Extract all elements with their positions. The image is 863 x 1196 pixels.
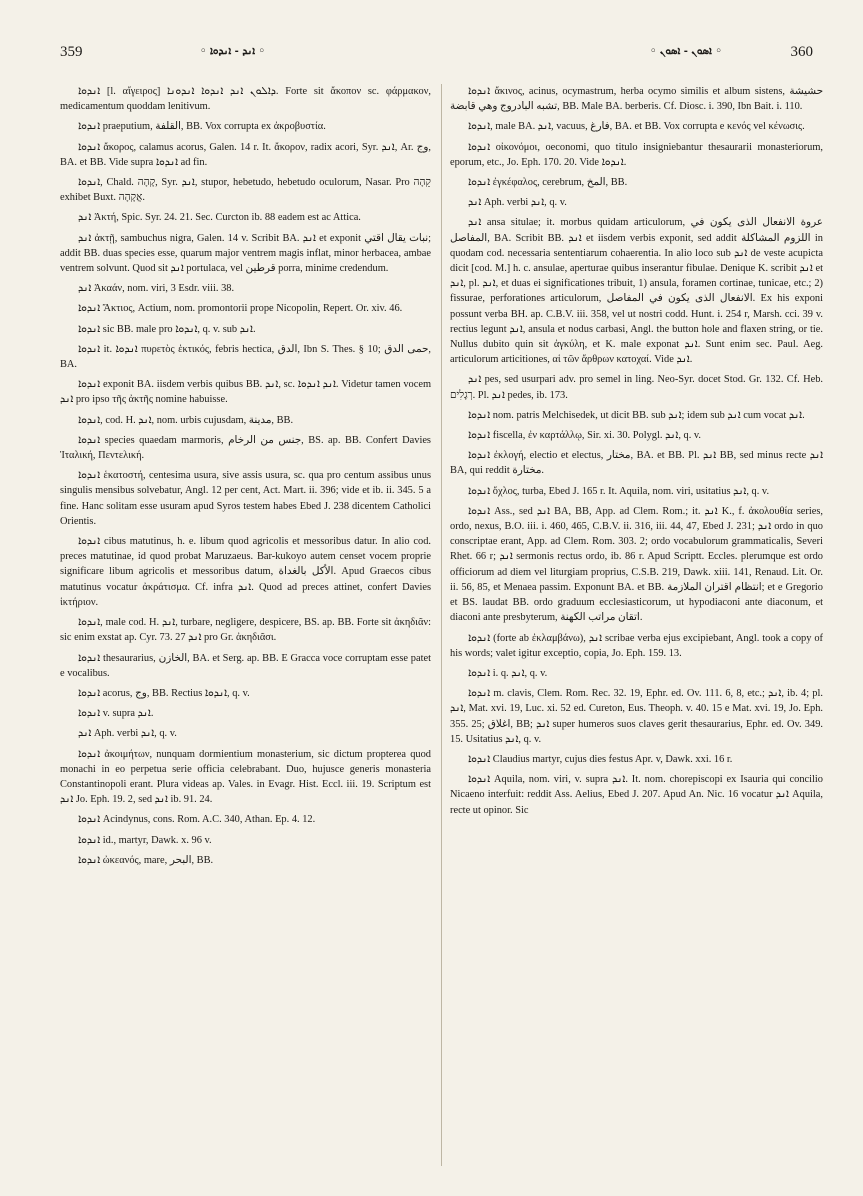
dictionary-entry [450, 752, 823, 767]
entry-text: ܐܢܕܘܐ ἐκλογή, electio et electus, مختار, BA. et BB. Pl. ܐܢܕ BB, sed minus recte ܐܢܕ BA, qui reddit مختارة. [450, 450, 823, 477]
entry-text: ܐܢܕܘܐ praeputium, القلفة, BB. Vox corrupta ex ἀκροβυστία. [78, 121, 326, 133]
dictionary-entry [60, 281, 431, 296]
dictionary-entry [450, 84, 823, 114]
dictionary-entry [450, 772, 823, 818]
entry-text: ܐܢܕܘܐ thesaurarius, الخازن, BA. et Serg. ap. BB. E Gracca voce corruptam esse patet e vocalibus. [60, 652, 431, 679]
entry-text: ܐܢܕ Aph. verbi ܐܢܕ, q. v. [468, 197, 567, 209]
dictionary-entry [60, 377, 431, 407]
dictionary-entry [450, 686, 823, 747]
dictionary-entry [60, 833, 431, 848]
entry-text: ܐܢܕܘܐ ἑκατοστή, centesima usura, sive assis usura, sc. qua pro centum assibus unus singulis mensibus solvebatur, Angl. 12 per cent, Act. Mart. ii. 396; vide et ib. ii. 345. 5 a fine. Hanc solitam esse usuram apud Syros testem habes Ebed J. 238 dicentem Catholici Orientis. [60, 470, 431, 527]
left-page-number: 359 [60, 44, 83, 60]
dictionary-entry [60, 433, 431, 463]
entry-text: ܐܢܕܘܐ, male cod. H. ܐܢܕ, turbare, negligere, despicere, BS. ap. BB. Forte sit ἀκηδιᾶν: sic enim exstat ap. Cyr. 73. 27 ܐܢܕ pro Gr. ἀκηδιᾶσι. [60, 617, 431, 644]
dictionary-entry [60, 231, 431, 277]
entry-text: ܐܢܕܘܐ m. clavis, Clem. Rom. Rec. 32. 19, Ephr. ed. Ov. 111. 6, 8, etc.; ܐܢܕ, ib. 4; pl. ܐܢܕ, Mat. xvi. 19, Luc. xi. 52 ed. Cureton, Eus. Theoph. v. 40. 15 e Mat. xvi. 19, Jo. Eph. 355. 25; اغلاق, BB; ܐܢܕ super humeros suos claves gerit thesaurarius, Ephr. ed. Ov. 349. 15. Usitatius ܐܢܕ, q. v. [450, 688, 823, 745]
dictionary-entry [60, 119, 431, 134]
dictionary-entry [450, 140, 823, 170]
entry-text: ܐܢܕܘܐ ὠκεανός, mare, البحر, BB. [78, 854, 214, 866]
entry-text: ܐܢܕܘܐ οἰκονόμοι, oeconomi, quo titulo insigniebantur thesaurarii monasteriorum, eporum, etc., Jo. Eph. 170. 20. Vide ܐܢܕܘܐ. [450, 141, 823, 168]
dictionary-entry [60, 853, 431, 868]
dictionary-entry [450, 175, 823, 190]
entry-text: ܐܢܕܘܐ sic BB. male pro ܐܢܕܘܐ, q. v. sub ܐܢܕ. [78, 323, 256, 335]
dictionary-entry [450, 428, 823, 443]
entry-text: ܐܢܕܘܐ id., martyr, Dawk. x. 96 v. [78, 834, 212, 846]
left-running-head: ◦ ܐܢܕ - ܐܢܕܘܐ ◦ [200, 46, 265, 57]
entry-text: ܐܢܕܘܐ ἄκορος, calamus acorus, Galen. 14 r. It. ἄκορον, radix acori, Syr. ܐܢܕ, Ar. وج, BA. et BB. Vide supra ܐܢܕܘܐ ad fin. [60, 141, 431, 168]
dictionary-entry [60, 686, 431, 701]
entry-text: ܐܢܕܘܐ Claudius martyr, cujus dies festus Apr. v, Dawk. xxi. 16 r. [468, 753, 733, 765]
entry-text: ܐܢܕ Ἀκαάν, nom. viri, 3 Esdr. viii. 38. [78, 283, 235, 295]
entry-text: ܐܢܕܘܐ nom. patris Melchisedek, ut dicit BB. sub ܐܢܕ; idem sub ܐܢܕ cum vocat ܐܢܕ. [468, 409, 805, 421]
dictionary-entry [60, 651, 431, 681]
entry-text: ܐܢܕܘܐ Acindynus, cons. Rom. A.C. 340, Athan. Ep. 4. 12. [78, 814, 316, 826]
dictionary-entry [60, 342, 431, 372]
dictionary-entry [60, 534, 431, 610]
left-column [60, 84, 431, 1176]
dictionary-entry [450, 484, 823, 499]
dictionary-entry [450, 631, 823, 661]
entry-text: ܐܢܕܘܐ [l. αἴγειρος] ܕܐܠܘܢ ܐܢܕ ܐܢܕܘܐ ܐܢܕܘܢܐ. Forte sit ἄκοπον sc. φάρμακον, medicamentum quoddam lenitivum. [60, 86, 431, 113]
column-divider [441, 84, 442, 1166]
entry-text: ܐܢܕ pes, sed usurpari adv. pro semel in ling. Neo-Syr. docet Stod. Gr. 132. Cf. Heb. רְגָלִים. Pl. ܐܢܕ pedes, ib. 173. [450, 374, 823, 401]
entry-text: ܐܢܕܘܐ ἀκοιμήτων, nunquam dormientium monasterium, sic dictum propterea quod monachi in eo perpetua serie officia celebrabant. Duo, hujusce generis monasteria Constantinopoli erant. Plura videas ap. Vales. in Evagr. Hist. Eccl. iii. 19. Scriptum est ܐܢܕ Jo. Eph. 19. 2, sed ܐܢܕ ib. 91. 24. [60, 748, 431, 806]
entry-text: ܐܢܕܘܐ ὄχλος, turba, Ebed J. 165 r. It. Aquila, nom. viri, usitatius ܐܢܕ, q. v. [468, 485, 770, 497]
entry-text: ܐܢܕܘܐ ἄκινος, acinus, ocymastrum, herba ocymo similis et album sistens, حشيشة تشبه البادروج وهي قابضة, BB. Male BA. berberis. Cf. Diosc. i. 390, Ibn Bait. i. 110. [450, 86, 823, 113]
dictionary-entry [450, 408, 823, 423]
dictionary-entry [450, 448, 823, 478]
entry-text: ܐܢܕܘܐ Aquila, nom. viri, v. supra ܐܢܕ. It. nom. chorepiscopi ex Isauria qui concilio Nicaeno interfuit: reddit Ass. Aelius, Ebed J. 207. Apud An. Nic. 16 vocatur ܐܢܕ Aquila, recte ut opinor. Sic [450, 774, 823, 816]
entry-text: ܐܢܕܘܐ v. supra ܐܢܕ. [78, 708, 154, 720]
right-running-head: ◦ ܐܣܘܢ - ܐܣܘܢ ◦ [650, 46, 722, 57]
entry-text: ܐܢܕܘܐ fiscella, ἐν καρτάλλῳ, Sir. xi. 30. Polygl. ܐܢܕ, q. v. [468, 430, 702, 442]
entry-text: ܐܢܕ Ἀκτή, Spic. Syr. 24. 21. Sec. Curcton ib. 88 eadem est ac Attica. [78, 212, 361, 224]
dictionary-entry [60, 140, 431, 170]
entry-text: ܐܢܕܘܐ it. ܐܢܕܘܐ πυρετὸς ἑκτικός, febris hectica, الدق, Ibn S. Thes. § 10; حمى الدق, BA. [60, 343, 431, 371]
entry-text: ܐܢܕܘܐ species quaedam marmoris, جنس من الرخام, BS. ap. BB. Confert Davies Ἰταλική, Πεντελική. [60, 434, 431, 462]
dictionary-entry [450, 215, 823, 367]
dictionary-entry [450, 504, 823, 626]
dictionary-entry [60, 747, 431, 808]
dictionary-entry [60, 322, 431, 337]
entry-text: ܐܢܕܘܐ ἐγκέφαλος, cerebrum, المخ, BB. [468, 177, 628, 189]
dictionary-entry [60, 812, 431, 827]
dictionary-entry [60, 84, 431, 114]
entry-text: ܐܢܕܘܐ cibus matutinus, h. e. libum quod agricolis et messoribus datur. In alio cod. preces matutinae, id quod probat Maruzaeus. Bar-kukoyo autem censet vocem proprie significare libum agricolis et messoribus datum, الأكل بالغداة. Apud Graecos cibus matutinus vocatur ἀκράτισμα. Cf. infra ܐܢܕ. Quod ad preces attinet, confert Davies ἱκτήριον. [60, 536, 431, 608]
dictionary-entry [60, 413, 431, 428]
entry-text: ܐܢܕ ἀκτῇ, sambuchus nigra, Galen. 14 v. Scribit BA. ܐܢܕ et exponit نبات يقال اقتي; addit BB. duas species esse, quarum major ventrem magis inflat, minor herbacea, ambae ventrem solvunt. Quod sit ܐܢܕ portulaca, vel قرطين porra, minime credendum. [60, 232, 431, 275]
dictionary-entry [450, 666, 823, 681]
entry-text: ܐܢܕܘܐ exponit BA. iisdem verbis quibus BB. ܐܢܕ, sc. ܐܢܕ ܐܢܕܘܐ. Videtur tamen vocem ܐܢܕ pro ipso τῆς ἀκτῆς nomine habuisse. [60, 379, 431, 406]
dictionary-entry [60, 468, 431, 529]
entry-text: ܐܢܕܘܐ Ἄκτιος, Actium, nom. promontorii prope Nicopolin, Repert. Or. xiv. 46. [78, 303, 403, 315]
entry-text: ܐܢܕܘܐ, cod. H. ܐܢܕ, nom. urbis cujusdam, مدينة, BB. [78, 414, 294, 426]
dictionary-entry [60, 210, 431, 225]
entry-text: ܐܢܕܘܐ, Chald. קָהָה, Syr. ܐܢܕ, stupor, hebetudo, hebetudo oculorum, Nasar. Pro קֵהָה exhibet Buxt. אֲקָהָה. [60, 177, 431, 204]
dictionary-entry [60, 175, 431, 205]
dictionary-entry [60, 615, 431, 645]
entry-text: ܐܢܕܘܐ, male BA. ܐܢܕ, vacuus, فارغ, BA. et BB. Vox corrupta e κενός vel κένωσις. [468, 121, 805, 133]
dictionary-entry [60, 301, 431, 316]
dictionary-entry [450, 195, 823, 210]
dictionary-entry [450, 372, 823, 402]
right-page-number: 360 [790, 44, 813, 60]
dictionary-entry [450, 119, 823, 134]
right-column [450, 84, 823, 1176]
entry-text: ܐܢܕܘܐ acorus, وج, BB. Rectius ܐܢܕܘܐ, q. v. [78, 687, 250, 699]
dictionary-entry [60, 706, 431, 721]
entry-text: ܐܢܕ Aph. verbi ܐܢܕ, q. v. [78, 728, 177, 740]
dictionary-entry [60, 726, 431, 741]
entry-text: ܐܢܕܘܐ Ass., sed ܐܢܕ BA, BB, App. ad Clem. Rom.; it. ܐܢܕ K., f. ἀκολουθία series, ordo, nexus, B.O. iii. i. 460, 465, C.B.V. ii. 316, iii. 44, 47, Ebed J. 231; ܐܢܕ ordo in quo conscriptae erant, App. ad Clem. Rom. 303. 2; ordo vocabulorum grammaticalis, Severi Rhet. 66 r; ܐܢܕ sermonis rectus ordo, ib. 86 r. Apud Scriptt. Eccles. plerumque est ordo officiorum ad diem vel liturgiam proprius, C.S.B. 219, Dawk. xiii. 141, Renaud. Lit. Or. ii. 56, 85, et Menaea passim. Exponunt BA. et BB. انتظام اقتران الملازمة; et e Gregorio et BS. laudat BB. ordo graduum ecclesiasticorum, ut hypodiaconi ante diaconum, et diaconi ante presbyterum, اتقان مراتب الكهنة. [450, 505, 823, 624]
entry-text: ܐܢܕܘܐ (forte ab ἐκλαμβάνω), ܐܢܕ scribae verba ejus excipiebant, Angl. took a copy of his words; valet igitur exceptio, copia, Jo. Eph. 159. 13. [450, 632, 823, 659]
entry-text: ܐܢܕܘܐ i. q. ܐܢܕ, q. v. [468, 667, 548, 679]
page-header [60, 44, 813, 70]
entry-text: ܐܢܕ ansa situlae; it. morbus quidam articulorum, عروة الانفعال الذى يكون في المفاصل, BA. Scribit BB. ܐܢܕ et iisdem verbis exponit, sed addit اللزوم المشاكلة in quodam cod. necessaria sententiarum cohaerentia. In alio loco sub ܐܢܕ de veste acupicta dicit [cod. M.] h. c. ansulae, aperturae quibus inserantur fibulae. Denique K. scribit ܐܢܕ et ܐܢܕ, pl. ܐܢܕ, et duas ei significationes tribuit, 1) ansula, foramen cortinae, tunicae, etc.; 2) fissurae, perforationes articulorum, الانفعال الذى يكون في المفاصل. Ex his exponi possunt verba BH. ap. C.B.V. iii. 358, vel ut nostri codd. Hunt. i. 254 r, Marsh. cci. 39 v. rectius legunt ܐܢܕ, ansula et nodus carbasi, Angl. the button hole and flaxen string, or tie. Nullus dubito quin sit ἀγκύλη, et K. male exponat ܐܢܕ. Sunt enim sec. Paul. Aeg. articulorum articitiones, αἱ τῶν ἄρθρων κατοχαί. Vide ܐܢܕ. [450, 217, 823, 366]
